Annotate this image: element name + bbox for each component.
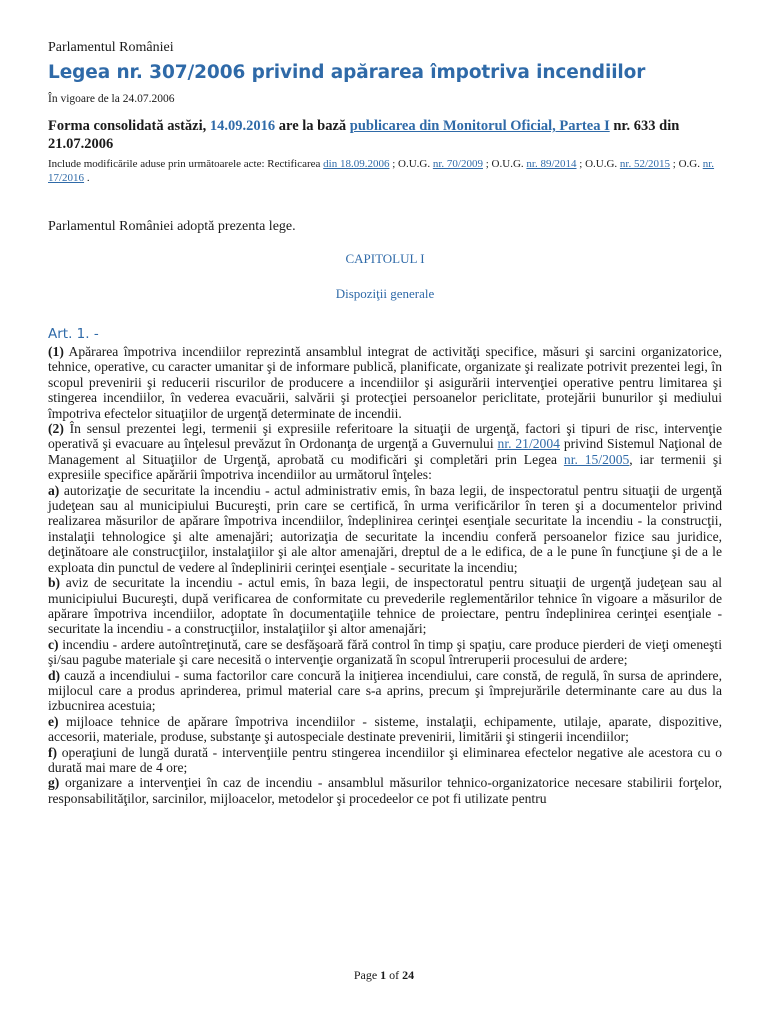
modifications-intro: Include modificările aduse prin următoarele acte: Rectificarea xyxy=(48,158,321,170)
paragraph-text: Apărarea împotriva incendiilor reprezintă ansamblul integrat de activităţi specifice, măsuri şi sarcini organizatorice, tehnice, operative, cu caracter umanitar şi de informare publică, planificate, organizate şi realizate potrivit prezentei legi, în scopul prevenirii şi reducerii riscurilor de producere a incendiilor şi asigurării intervenţiei operative pentru limitarea şi stingerea incendiilor, în vederea evacuării, salvării şi protecţiei persoanelor periclitate, protejării bunurilor şi mediului împotriva efectelor situaţiilor de urgenţă determinate de incendii. xyxy=(48,344,722,421)
chapter-heading: CAPITOLUL I xyxy=(345,251,425,266)
mod-end: . xyxy=(86,172,90,184)
paragraph-text: privind Sistemul Naţional de Management al Situaţiilor de Urgenţă, aprobată cu modificări şi completări prin Legea xyxy=(48,436,722,467)
oug-89-2014-link[interactable]: nr. 89/2014 xyxy=(526,158,577,170)
definition-text: cauză a incendiului - suma factorilor care concură la iniţierea incendiului, care constă, de regulă, în sursa de aprindere, mijlocul care a produs aprinderea, primul material care s-a aprins, precum şi împrejurările determinante care au dus la izbucnirea acestuia; xyxy=(48,667,722,714)
definition-letter: a) xyxy=(48,482,60,498)
definition-letter: d) xyxy=(48,667,61,683)
definition-item xyxy=(48,775,722,806)
definition-item xyxy=(48,745,722,776)
consolidation-suffix: nr. 633 din 21.07.2006 xyxy=(48,118,680,152)
chapter-title: Dispoziţii generale xyxy=(335,286,435,301)
definition-item xyxy=(48,483,722,575)
document-page xyxy=(48,40,722,806)
article-body xyxy=(48,344,722,806)
article-heading: Art. 1. - xyxy=(48,326,99,342)
paragraph-1 xyxy=(48,344,722,421)
mod-sep: ; O.U.G. xyxy=(485,158,524,170)
page-total: 24 xyxy=(402,968,415,982)
paragraph-number: (2) xyxy=(48,421,64,437)
consolidation-date: 14.09.2016 xyxy=(209,118,276,134)
paragraph-number: (1) xyxy=(48,344,64,359)
oug-52-2015-link[interactable]: nr. 52/2015 xyxy=(619,158,671,170)
institution-name: Parlamentul României xyxy=(48,40,174,55)
paragraph-text: , iar termenii şi expresiile specifice apărării împotriva incendiilor au următorul înţeles: xyxy=(48,451,723,483)
definition-item xyxy=(48,668,722,714)
consolidation-note xyxy=(48,117,722,153)
modifications-list xyxy=(48,157,722,185)
definition-letter: f) xyxy=(48,744,58,760)
page-number: 1 xyxy=(380,968,387,982)
definition-text: incendiu - ardere autoîntreţinută, care se desfăşoară fără control în timp şi spaţiu, care produce pierderi de vieţi omeneşti şi/sau pagube materiale şi care necesită o intervenţie organizată în scopul întreruperii procesului de ardere; xyxy=(48,636,722,668)
definition-item xyxy=(48,575,722,637)
of-word: of xyxy=(389,968,400,982)
page-footer xyxy=(0,968,768,983)
definition-text: autorizaţie de securitate la incendiu - actul administrativ emis, în baza legii, de inspectoratul pentru situaţii de urgenţă judeţean sau al municipiului Bucureşti, prin care se certifică, în urma verificărilor în teren şi a documentelor privind realizarea măsurilor de apărare împotriva incendiilor, îndeplinirea cerinţei esenţiale securitate la incendiu - la construcţii, instalaţii tehnologice şi alte amenajări; autorizaţia de securitate la incendiu conferă persoanelor fizice sau juridice, deţinătoare ale construcţiilor, instalaţiilor şi ale altor amenajări, dreptul de a le edifica, de a le pune în funcţiune şi de a le exploata din punctul de vedere al îndeplinirii cerinţei esenţiale - securitate la incendiu; xyxy=(48,482,722,575)
legea-15-2005-link[interactable]: nr. 15/2005 xyxy=(563,451,630,467)
monitorul-oficial-link[interactable]: publicarea din Monitorul Oficial, Partea I xyxy=(349,118,610,134)
definition-text: mijloace tehnice de apărare împotriva incendiilor - sisteme, instalaţii, echipamente, utilaje, aparate, dispozitive, accesorii, materiale, produse, substanţe şi autospeciale destinate prevenirii, limitării şi stingerii incendiilor; xyxy=(48,713,722,745)
consolidation-middle: are la bază xyxy=(278,118,347,134)
definition-item xyxy=(48,637,722,668)
definition-text: operaţiuni de lungă durată - intervenţiile pentru stingerea incendiilor şi eliminarea efectelor negative ale acestora cu o durată mai mare de 4 ore; xyxy=(48,744,722,775)
paragraph-2 xyxy=(48,421,722,483)
law-title: Legea nr. 307/2006 privind apărarea împotriva incendiilor xyxy=(48,62,646,83)
oug-70-2009-link[interactable]: nr. 70/2009 xyxy=(432,158,483,170)
definition-text: aviz de securitate la incendiu - actul emis, în baza legii, de inspectoratul pentru situaţii de urgenţă judeţean sau al municipiului Bucureşti, după verificarea de conformitate cu prevederile reglementărilor tehnice în vigoare a măsurilor de apărare împotriva incendiilor, adoptate în documentaţiile tehnice de proiectare, pentru îndeplinirea cerinţei esenţiale - securitate la incendiu - a construcţiilor, instalaţiilor şi altor amenajări; xyxy=(48,575,722,637)
mod-sep: ; O.U.G. xyxy=(392,158,431,170)
mod-sep: ; O.U.G. xyxy=(579,158,618,170)
paragraph-text: În sensul prezentei legi, termenii şi expresiile referitoare la situaţii de urgenţă, factori şi tipuri de risc, intervenţie operativă şi evacuare au înţelesul prevăzut în Ordonanţa de urgenţă a Guvernului xyxy=(48,421,722,452)
og-17-2016-link[interactable]: nr. 17/2016 xyxy=(48,158,715,184)
definition-letter: e) xyxy=(48,713,59,729)
page-word: Page xyxy=(353,968,378,982)
rectificare-link[interactable]: din 18.09.2006 xyxy=(323,158,390,170)
adoption-statement: Parlamentul României adoptă prezenta lege. xyxy=(48,219,296,234)
oug-21-2004-link[interactable]: nr. 21/2004 xyxy=(497,436,560,452)
in-force-note: În vigoare de la 24.07.2006 xyxy=(48,93,175,105)
definition-item xyxy=(48,714,722,745)
mod-sep: ; O.G. xyxy=(672,158,700,170)
definition-letter: g) xyxy=(48,775,60,791)
definition-text: organizare a intervenţiei în caz de incendiu - ansamblul măsurilor tehnico-organizatorice necesare stabilirii forţelor, responsabilităţilor, sarcinilor, mijloacelor, metodelor şi procedeelor ce pot fi utilizate pentru xyxy=(48,775,722,806)
definition-letter: c) xyxy=(48,636,59,652)
definition-letter: b) xyxy=(48,575,61,591)
consolidation-prefix: Forma consolidată astăzi, xyxy=(48,118,207,134)
